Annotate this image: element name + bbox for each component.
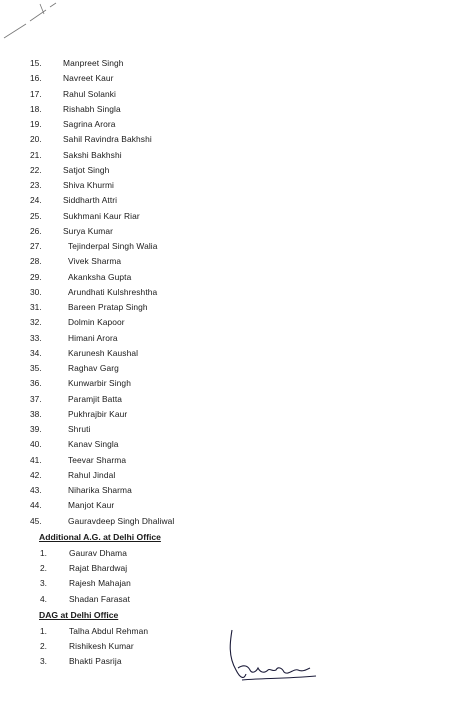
signature-icon [222, 624, 322, 686]
list-item [0, 453, 472, 468]
list-item [0, 239, 472, 254]
list-item [0, 117, 472, 132]
list-item-name: Rajat Bhardwaj [69, 563, 128, 573]
list-item-name: Niharika Sharma [68, 485, 132, 495]
list-item-name: Shadan Farasat [69, 593, 130, 604]
list-item [0, 102, 472, 117]
list-item-number: 27. [30, 241, 42, 251]
list-item-number: 16. [30, 73, 42, 84]
list-item-number: 15. [30, 58, 42, 68]
list-item-name: Tejinderpal Singh Walia [68, 241, 158, 251]
list-item-name: Akanksha Gupta [68, 271, 132, 282]
list-item [0, 56, 472, 71]
list-item [0, 514, 472, 529]
list-item-name: Rahul Jindal [68, 469, 116, 480]
list-item-name: Manpreet Singh [63, 58, 124, 68]
list-item [0, 209, 472, 224]
list-item-name: Kunwarbir Singh [68, 378, 131, 389]
list-item-number: 39. [30, 424, 42, 434]
list-item-name: Bareen Pratap Singh [68, 302, 148, 312]
list-item-number: 3. [40, 578, 47, 589]
list-item-number: 36. [30, 378, 42, 389]
list-item-name: Bhakti Pasrija [69, 656, 122, 667]
list-item-number: 1. [40, 625, 47, 636]
list-item [0, 361, 472, 376]
list-item-name: Dolmin Kapoor [68, 317, 125, 328]
list-item-name: Surya Kumar [63, 225, 113, 236]
list-item-number: 2. [40, 563, 47, 573]
list-item [0, 592, 472, 607]
list-item-number: 4. [40, 593, 47, 604]
list-item [0, 87, 472, 102]
list-item-name: Shruti [68, 424, 91, 434]
list-item-name: Siddharth Attri [63, 195, 118, 206]
list-item [0, 331, 472, 346]
list-item-name: Paramjit Batta [68, 393, 122, 404]
list-item [0, 270, 472, 285]
list-item-number: 1. [40, 547, 47, 558]
list-item-number: 41. [30, 454, 42, 465]
list-item-name: Satjot Singh [63, 164, 110, 175]
list-item-name: Karunesh Kaushal [68, 347, 139, 358]
additional-ag-heading: Additional A.G. at Delhi Office [39, 531, 161, 542]
list-item-number: 3. [40, 656, 47, 667]
list-item-name: Rishabh Singla [63, 103, 121, 114]
list-item-number: 21. [30, 149, 42, 160]
list-item [0, 422, 472, 437]
list-item-name: Sagrina Arora [63, 119, 116, 129]
list-item-number: 44. [30, 500, 42, 511]
list-item-number: 26. [30, 225, 42, 236]
list-item-name: Raghav Garg [68, 363, 119, 373]
list-item [0, 468, 472, 483]
list-item [0, 483, 472, 498]
list-item [0, 498, 472, 513]
list-item [0, 163, 472, 178]
list-item [0, 132, 472, 147]
list-item-number: 23. [30, 180, 42, 190]
list-item-number: 18. [30, 103, 42, 114]
list-item [0, 300, 472, 315]
list-item [0, 193, 472, 208]
list-item-name: Sukhmani Kaur Riar [63, 210, 140, 221]
list-item-number: 19. [30, 119, 42, 129]
list-item-name: Rajesh Mahajan [69, 578, 131, 589]
list-item-number: 42. [30, 469, 42, 480]
list-item-number: 38. [30, 408, 42, 419]
list-item-name: Gaurav Dhama [69, 547, 127, 558]
list-item-name: Arundhati Kulshreshtha [68, 286, 158, 297]
list-item [0, 576, 472, 591]
list-item-name: Vivek Sharma [68, 256, 122, 267]
list-item-number: 33. [30, 332, 42, 343]
list-item-number: 30. [30, 286, 42, 297]
list-item-name: Rishikesh Kumar [69, 641, 134, 651]
list-item [0, 224, 472, 239]
list-item-number: 34. [30, 347, 42, 358]
list-item-number: 29. [30, 271, 42, 282]
list-item [0, 407, 472, 422]
dag-heading: DAG at Delhi Office [39, 609, 119, 620]
list-item-number: 24. [30, 195, 42, 206]
names-list [0, 56, 472, 670]
list-item [0, 178, 472, 193]
list-item-number: 40. [30, 439, 42, 450]
list-item-name: Navreet Kaur [63, 73, 114, 84]
list-item [0, 546, 472, 561]
list-item-number: 2. [40, 641, 47, 651]
list-item-name: Pukhrajbir Kaur [68, 408, 128, 419]
list-item [0, 392, 472, 407]
list-item-name: Shiva Khurmi [63, 180, 115, 190]
list-item-number: 31. [30, 302, 42, 312]
list-item [0, 285, 472, 300]
list-item-number: 22. [30, 164, 42, 175]
corner-scribble-icon [0, 0, 70, 45]
list-item-number: 37. [30, 393, 42, 404]
list-item [0, 148, 472, 163]
list-item-name: Himani Arora [68, 332, 118, 343]
list-item-name: Kanav Singla [68, 439, 119, 450]
list-item-number: 25. [30, 210, 42, 221]
list-item-number: 43. [30, 485, 42, 495]
list-item-name: Rahul Solanki [63, 88, 116, 99]
list-item [0, 437, 472, 452]
list-item-name: Sahil Ravindra Bakhshi [63, 134, 152, 145]
list-item-name: Manjot Kaur [68, 500, 115, 511]
list-item-name: Teevar Sharma [68, 454, 127, 465]
list-item-number: 28. [30, 256, 42, 267]
list-item-name: Gauravdeep Singh Dhaliwal [68, 515, 175, 526]
list-item [0, 315, 472, 330]
list-item-name: Sakshi Bakhshi [63, 149, 122, 160]
list-item-name: Talha Abdul Rehman [69, 625, 149, 636]
list-item [0, 254, 472, 269]
list-item-number: 32. [30, 317, 42, 328]
list-item [0, 561, 472, 576]
list-item [0, 376, 472, 391]
list-item-number: 45. [30, 515, 42, 526]
list-item [0, 346, 472, 361]
list-item-number: 35. [30, 363, 42, 373]
list-item-number: 17. [30, 88, 42, 99]
list-item [0, 71, 472, 86]
list-item-number: 20. [30, 134, 42, 145]
